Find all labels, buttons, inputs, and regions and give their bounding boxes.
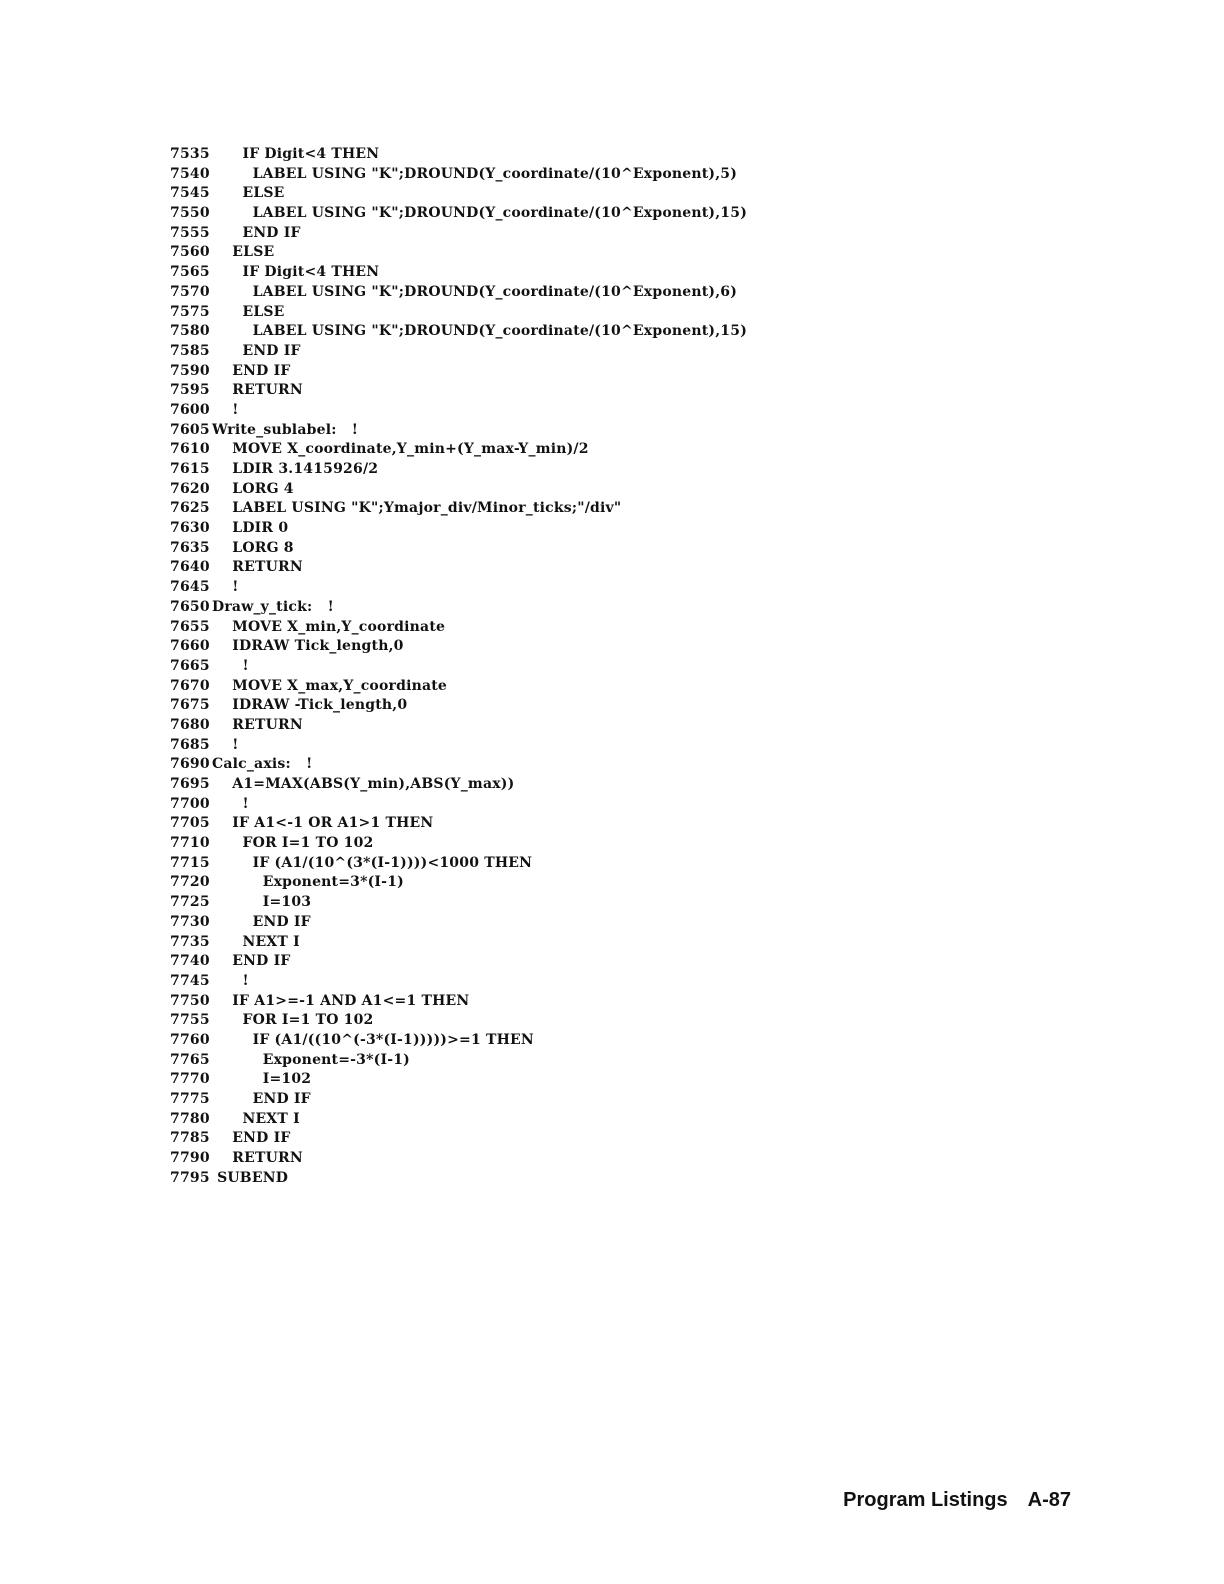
code-text: Draw_y_tick: ! [212,598,334,615]
code-text: Exponent=-3*(I-1) [212,1051,410,1068]
code-text: NEXT I [212,1110,300,1127]
code-line [170,1031,747,1051]
code-line [170,618,747,638]
code-line [170,992,747,1012]
code-text: RETURN [212,559,303,576]
code-text: IDRAW -Tick_length,0 [212,697,408,714]
line-number: 7775 [170,1091,210,1107]
line-number: 7740 [170,953,210,970]
line-number: 7745 [170,972,210,989]
line-number: 7620 [170,480,210,497]
code-text: END IF [212,913,311,930]
line-number: 7540 [170,165,210,182]
page-footer [821,1466,1071,1535]
line-number: 7675 [170,697,210,714]
code-line [170,637,747,657]
code-text: Exponent=3*(I-1) [212,874,404,891]
code-line [170,854,747,874]
code-line [170,381,747,401]
code-line [170,480,747,500]
code-text: RETURN [212,716,303,733]
line-number: 7790 [170,1150,210,1167]
code-line [170,421,747,441]
code-text: ELSE [212,303,285,320]
line-number: 7685 [170,736,210,753]
line-number: 7630 [170,520,210,537]
code-text: LABEL USING "K";DROUND(Y_coordinate/(10^Exponent),5) [212,165,738,182]
line-number: 7570 [170,283,210,300]
code-line [170,243,747,263]
line-number: 7710 [170,835,210,852]
code-line [170,696,747,716]
line-number: 7715 [170,854,210,871]
code-line [170,775,747,795]
code-line [170,539,747,559]
code-line [170,283,747,303]
code-line [170,893,747,913]
code-line [170,657,747,677]
line-number: 7780 [170,1110,210,1127]
code-text: NEXT I [212,933,300,950]
line-number: 7585 [170,342,210,359]
line-number: 7605 [170,421,210,438]
code-text: I=102 [212,1071,312,1088]
code-line [170,814,747,834]
line-number: 7650 [170,598,210,615]
code-text: IF A1>=-1 AND A1<=1 THEN [212,992,470,1009]
code-line [170,401,747,421]
code-line [170,184,747,204]
code-line [170,145,747,165]
code-text: ! [212,795,249,812]
line-number: 7575 [170,303,210,320]
line-number: 7560 [170,244,210,261]
line-number: 7580 [170,323,210,340]
code-text: FOR I=1 TO 102 [212,1012,374,1029]
program-listing [170,145,747,1188]
code-line [170,755,747,775]
line-number: 7700 [170,795,210,812]
code-text: ! [212,736,239,753]
code-text: END IF [212,224,301,241]
code-text: MOVE X_coordinate,Y_min+(Y_max-Y_min)/2 [212,441,589,458]
code-line [170,834,747,854]
line-number: 7670 [170,677,210,694]
code-line [170,342,747,362]
code-line [170,303,747,323]
code-text: LABEL USING "K";DROUND(Y_coordinate/(10^Exponent),15) [212,323,748,340]
line-number: 7755 [170,1012,210,1029]
code-line [170,1149,747,1169]
code-text: LDIR 0 [212,520,289,537]
code-text: END IF [212,1130,291,1147]
line-number: 7555 [170,224,210,241]
code-line [170,263,747,283]
line-number: 7635 [170,539,210,556]
code-text: FOR I=1 TO 102 [212,835,374,852]
code-line [170,558,747,578]
line-number: 7640 [170,559,210,576]
line-number: 7545 [170,185,210,202]
code-text: IF Digit<4 THEN [212,146,380,162]
line-number: 7550 [170,205,210,222]
code-line [170,578,747,598]
code-line [170,716,747,736]
line-number: 7660 [170,638,210,655]
code-text: ELSE [212,244,275,261]
code-text: LORG 8 [212,539,294,556]
code-line [170,204,747,224]
code-line [170,1011,747,1031]
code-line [170,933,747,953]
code-line [170,224,747,244]
line-number: 7705 [170,815,210,832]
code-text: LABEL USING "K";DROUND(Y_coordinate/(10^Exponent),6) [212,283,738,300]
line-number: 7795 [170,1169,210,1186]
code-text: MOVE X_max,Y_coordinate [212,677,448,694]
code-line [170,1110,747,1130]
code-text: MOVE X_min,Y_coordinate [212,618,446,635]
code-line [170,972,747,992]
code-text: RETURN [212,382,303,399]
line-number: 7760 [170,1031,210,1048]
code-line [170,1070,747,1090]
code-text: I=103 [212,894,312,911]
code-line [170,165,747,185]
code-line [170,1169,747,1189]
code-text: END IF [212,1091,311,1107]
code-text: IF (A1/((10^(-3*(I-1)))))>=1 THEN [212,1031,534,1048]
footer-section-title: Program Listings [843,1489,1008,1511]
line-number: 7600 [170,401,210,418]
line-number: 7610 [170,441,210,458]
code-text: IDRAW Tick_length,0 [212,638,404,655]
code-line [170,460,747,480]
code-line [170,1090,747,1110]
code-text: Calc_axis: ! [212,756,313,773]
code-text: LABEL USING "K";Ymajor_div/Minor_ticks;"/div" [212,500,622,517]
code-line [170,873,747,893]
code-line [170,598,747,618]
line-number: 7720 [170,874,210,891]
code-line [170,795,747,815]
code-line [170,440,747,460]
code-line [170,362,747,382]
line-number: 7695 [170,776,210,792]
line-number: 7590 [170,362,210,379]
code-text: ! [212,401,239,418]
line-number: 7750 [170,992,210,1009]
code-line [170,952,747,972]
code-text: RETURN [212,1150,303,1167]
line-number: 7625 [170,500,210,517]
code-text: A1=MAX(ABS(Y_min),ABS(Y_max)) [212,776,515,792]
code-text: ! [212,972,249,989]
code-text: ! [212,579,239,596]
code-line [170,499,747,519]
code-text: IF A1<-1 OR A1>1 THEN [212,815,434,832]
line-number: 7535 [170,146,210,162]
code-text: END IF [212,362,291,379]
code-text: END IF [212,342,301,359]
code-line [170,736,747,756]
code-text: LORG 4 [212,480,294,497]
line-number: 7565 [170,264,210,281]
code-text: IF (A1/(10^(3*(I-1))))<1000 THEN [212,854,533,871]
line-number: 7770 [170,1071,210,1088]
line-number: 7680 [170,716,210,733]
code-line [170,322,747,342]
code-text: LABEL USING "K";DROUND(Y_coordinate/(10^Exponent),15) [212,205,748,222]
page-number: A-87 [1027,1489,1071,1511]
code-text: ELSE [212,185,285,202]
line-number: 7665 [170,657,210,674]
line-number: 7690 [170,756,210,773]
line-number: 7735 [170,933,210,950]
line-number: 7595 [170,382,210,399]
code-text: END IF [212,953,291,970]
code-line [170,1051,747,1071]
line-number: 7615 [170,461,210,477]
code-line [170,1129,747,1149]
code-line [170,677,747,697]
code-line [170,519,747,539]
code-line [170,913,747,933]
code-text: Write_sublabel: ! [212,421,359,438]
line-number: 7655 [170,618,210,635]
line-number: 7785 [170,1130,210,1147]
line-number: 7725 [170,894,210,911]
line-number: 7645 [170,579,210,596]
code-text: ! [212,657,249,674]
code-text: IF Digit<4 THEN [212,264,380,281]
line-number: 7730 [170,913,210,930]
code-text: LDIR 3.1415926/2 [212,461,379,477]
code-text: SUBEND [212,1169,289,1186]
line-number: 7765 [170,1051,210,1068]
